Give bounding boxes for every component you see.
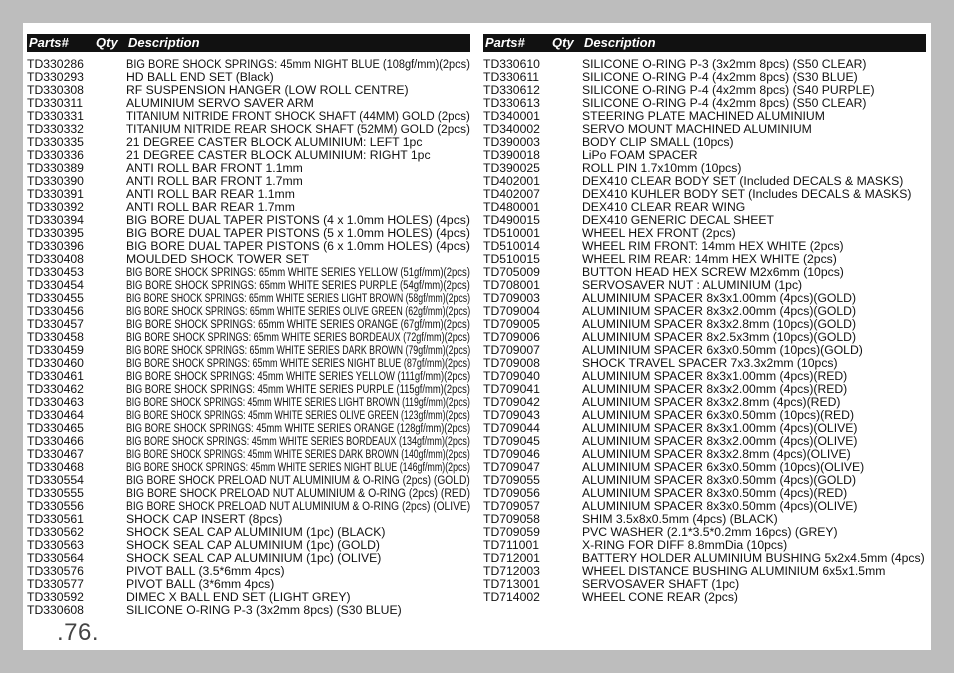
part-number: TD340001 (483, 109, 540, 123)
part-description: SHOCK CAP INSERT (8pcs) (126, 512, 283, 526)
part-number: TD709003 (483, 291, 540, 305)
part-description: SILICONE O-RING P-3 (3x2mm 8pcs) (S30 BLUE) (126, 603, 402, 617)
part-number: TD510014 (483, 239, 540, 253)
part-description: SHOCK SEAL CAP ALUMINIUM (1pc) (GOLD) (126, 538, 380, 552)
part-number: TD330465 (27, 421, 84, 435)
header-description: Description (584, 35, 656, 50)
part-number: TD402001 (483, 174, 540, 188)
part-description: SILICONE O-RING P-4 (4x2mm 8pcs) (S50 CLEAR) (582, 96, 867, 110)
part-description: ALUMINIUM SPACER 8x3x2.00mm (4pcs)(RED) (582, 382, 848, 396)
part-number: TD330556 (27, 499, 84, 513)
part-number: TD330466 (27, 434, 84, 448)
page-number: .76. (57, 619, 100, 646)
part-description: BIG BORE SHOCK SPRINGS: 45mm WHITE SERIES YELLOW (111gf/mm)(2pcs) (126, 369, 471, 383)
table-header (27, 34, 470, 52)
part-description: SERVOSAVER NUT : ALUMINIUM (1pc) (582, 278, 803, 292)
part-number: TD709008 (483, 356, 540, 370)
part-description: X-RING FOR DIFF 8.8mmDia (10pcs) (582, 538, 788, 552)
part-description: PIVOT BALL (3.5*6mm 4pcs) (126, 564, 285, 578)
part-number: TD709044 (483, 421, 540, 435)
part-description: LiPo FOAM SPACER (582, 148, 698, 162)
part-number: TD330455 (27, 291, 84, 305)
part-description: BIG BORE SHOCK SPRINGS: 65mm WHITE SERIES DARK BROWN (79gf/mm)(2pcs) (126, 343, 471, 357)
part-number: TD709006 (483, 330, 540, 344)
part-number: TD330459 (27, 343, 84, 357)
part-description: BIG BORE SHOCK PRELOAD NUT ALUMINIUM & O-RING (2pcs) (OLIVE) (126, 499, 471, 513)
part-number: TD390018 (483, 148, 540, 162)
part-description: ALUMINIUM SPACER 8x3x1.00mm (4pcs)(OLIVE) (582, 421, 858, 435)
part-number: TD330462 (27, 382, 84, 396)
part-description: ALUMINIUM SPACER 8x3x2.8mm (4pcs)(RED) (582, 395, 841, 409)
header-qty: Qty (552, 35, 574, 50)
part-description: BIG BORE SHOCK SPRINGS: 65mm WHITE SERIES ORANGE (67gf/mm)(2pcs) (126, 317, 470, 331)
part-description: ALUMINIUM SPACER 8x3x2.00mm (4pcs)(GOLD) (582, 304, 857, 318)
part-description: BATTERY HOLDER ALUMINIUM BUSHING 5x2x4.5mm (4pcs) (582, 551, 925, 565)
part-description: ANTI ROLL BAR FRONT 1.7mm (126, 174, 303, 188)
part-number: TD330392 (27, 200, 84, 214)
part-number: TD330458 (27, 330, 84, 344)
part-description: ALUMINIUM SPACER 8x3x2.8mm (10pcs)(GOLD) (582, 317, 857, 331)
part-description: ANTI ROLL BAR FRONT 1.1mm (126, 161, 303, 175)
part-description: TITANIUM NITRIDE REAR SHOCK SHAFT (52MM) GOLD (2pcs) (126, 122, 470, 136)
part-number: TD709045 (483, 434, 540, 448)
part-description: DEX410 CLEAR BODY SET (Included DECALS & MASKS) (582, 174, 904, 188)
part-number: TD330331 (27, 109, 84, 123)
part-number: TD510015 (483, 252, 540, 266)
part-number: TD709047 (483, 460, 540, 474)
part-number: TD330611 (483, 70, 540, 84)
part-description: BIG BORE SHOCK SPRINGS: 45mm WHITE SERIES DARK BROWN (140gf/mm)(2pcs) (126, 447, 470, 461)
part-description: BIG BORE DUAL TAPER PISTONS (4 x 1.0mm HOLES) (4pcs) (126, 213, 470, 227)
part-description: SHOCK TRAVEL SPACER 7x3.3x2mm (10pcs) (582, 356, 838, 370)
part-number: TD709004 (483, 304, 540, 318)
part-description: ANTI ROLL BAR REAR 1.7mm (126, 200, 295, 214)
part-number: TD402007 (483, 187, 540, 201)
parts-column-left (27, 34, 470, 617)
part-number: TD510001 (483, 226, 540, 240)
part-description: BIG BORE SHOCK PRELOAD NUT ALUMINIUM & O-RING (2pcs) (GOLD) (126, 473, 470, 487)
part-number: TD330562 (27, 525, 84, 539)
part-number: TD713001 (483, 577, 540, 591)
part-description: ALUMINIUM SPACER 8x3x1.00mm (4pcs)(GOLD) (582, 291, 857, 305)
part-number: TD709055 (483, 473, 540, 487)
part-number: TD330389 (27, 161, 84, 175)
part-number: TD708001 (483, 278, 540, 292)
part-number: TD709059 (483, 525, 540, 539)
part-number: TD330308 (27, 83, 84, 97)
part-description: BIG BORE SHOCK SPRINGS: 45mm WHITE SERIES NIGHT BLUE (146gf/mm)(2pcs) (126, 460, 470, 474)
part-number: TD330464 (27, 408, 84, 422)
part-description: MOULDED SHOCK TOWER SET (126, 252, 310, 266)
part-description: BIG BORE SHOCK PRELOAD NUT ALUMINIUM & O-RING (2pcs) (RED) (126, 486, 470, 500)
part-number: TD390003 (483, 135, 540, 149)
part-number: TD714002 (483, 590, 540, 604)
part-description: SHOCK SEAL CAP ALUMINIUM (1pc) (OLIVE) (126, 551, 382, 565)
part-description: BIG BORE SHOCK SPRINGS: 65mm WHITE SERIES NIGHT BLUE (87gf/mm)(2pcs) (126, 356, 471, 370)
part-number: TD709058 (483, 512, 540, 526)
header-qty: Qty (96, 35, 118, 50)
part-description: HD BALL END SET (Black) (126, 70, 274, 84)
part-description: ALUMINIUM SPACER 8x3x1.00mm (4pcs)(RED) (582, 369, 848, 383)
part-description: WHEEL DISTANCE BUSHING ALUMINIUM 6x5x1.5mm (582, 564, 886, 578)
part-description: WHEEL CONE REAR (2pcs) (582, 590, 738, 604)
part-description: SERVOSAVER SHAFT (1pc) (582, 577, 740, 591)
part-number: TD330286 (27, 57, 84, 71)
part-description: 21 DEGREE CASTER BLOCK ALUMINIUM: LEFT 1pc (126, 135, 423, 149)
part-number: TD330554 (27, 473, 84, 487)
part-description: ALUMINIUM SPACER 6x3x0.50mm (10pcs)(GOLD) (582, 343, 863, 357)
part-number: TD330395 (27, 226, 84, 240)
part-description: SILICONE O-RING P-3 (3x2mm 8pcs) (S50 CLEAR) (582, 57, 867, 71)
part-number: TD330390 (27, 174, 84, 188)
part-description: ALUMINIUM SPACER 8x3x2.8mm (4pcs)(OLIVE) (582, 447, 851, 461)
part-description: BIG BORE DUAL TAPER PISTONS (6 x 1.0mm HOLES) (4pcs) (126, 239, 470, 253)
part-number: TD390025 (483, 161, 540, 175)
part-description: ALUMINIUM SPACER 8x3x2.00mm (4pcs)(OLIVE) (582, 434, 858, 448)
part-number: TD330311 (27, 96, 84, 110)
part-number: TD330468 (27, 460, 84, 474)
part-description: BIG BORE SHOCK SPRINGS: 45mm WHITE SERIES BORDEAUX (134gf/mm)(2pcs) (126, 434, 470, 448)
part-number: TD330564 (27, 551, 84, 565)
table-row (483, 136, 926, 149)
part-description: DEX410 CLEAR REAR WING (582, 200, 746, 214)
header-parts: Parts# (485, 35, 525, 50)
part-number: TD330460 (27, 356, 84, 370)
part-number: TD330457 (27, 317, 84, 331)
part-number: TD330391 (27, 187, 84, 201)
part-description: ALUMINIUM SERVO SAVER ARM (126, 96, 314, 110)
part-number: TD340002 (483, 122, 540, 136)
part-number: TD709005 (483, 317, 540, 331)
parts-column-right (483, 34, 926, 604)
part-number: TD330394 (27, 213, 84, 227)
part-description: BIG BORE SHOCK SPRINGS: 65mm WHITE SERIES PURPLE (54gf/mm)(2pcs) (126, 278, 470, 292)
part-number: TD330592 (27, 590, 84, 604)
part-number: TD330576 (27, 564, 84, 578)
part-number: TD709046 (483, 447, 540, 461)
part-description: ALUMINIUM SPACER 6x3x0.50mm (10pcs)(OLIVE) (582, 460, 865, 474)
part-description: WHEEL RIM REAR: 14mm HEX WHITE (2pcs) (582, 252, 837, 266)
part-number: TD709057 (483, 499, 540, 513)
part-description: SERVO MOUNT MACHINED ALUMINIUM (582, 122, 812, 136)
part-description: BIG BORE SHOCK SPRINGS: 65mm WHITE SERIES OLIVE GREEN (62gf/mm)(2pcs) (126, 304, 471, 318)
part-description: BIG BORE SHOCK SPRINGS: 45mm WHITE SERIES PURPLE (115gf/mm)(2pcs) (126, 382, 470, 396)
part-number: TD330454 (27, 278, 84, 292)
part-description: BIG BORE SHOCK SPRINGS: 65mm WHITE SERIES BORDEAUX (72gf/mm)(2pcs) (126, 330, 470, 344)
part-description: DIMEC X BALL END SET (LIGHT GREY) (126, 590, 351, 604)
parts-list (27, 58, 470, 617)
part-description: ALUMINIUM SPACER 8x3x0.50mm (4pcs)(OLIVE) (582, 499, 858, 513)
part-number: TD330610 (483, 57, 540, 71)
part-number: TD330612 (483, 83, 540, 97)
part-number: TD490015 (483, 213, 540, 227)
part-number: TD330608 (27, 603, 84, 617)
part-number: TD705009 (483, 265, 540, 279)
part-number: TD330461 (27, 369, 84, 383)
part-number: TD709043 (483, 408, 540, 422)
part-number: TD330293 (27, 70, 84, 84)
part-description: ANTI ROLL BAR REAR 1.1mm (126, 187, 295, 201)
part-description: ALUMINIUM SPACER 8x3x0.50mm (4pcs)(RED) (582, 486, 848, 500)
parts-list (483, 58, 926, 604)
part-number: TD709042 (483, 395, 540, 409)
part-description: ALUMINIUM SPACER 8x3x0.50mm (4pcs)(GOLD) (582, 473, 857, 487)
part-number: TD330456 (27, 304, 84, 318)
header-parts: Parts# (29, 35, 69, 50)
part-description: PIVOT BALL (3*6mm 4pcs) (126, 577, 275, 591)
part-number: TD480001 (483, 200, 540, 214)
part-description: DEX410 KUHLER BODY SET (Includes DECALS & MASKS) (582, 187, 912, 201)
header-description: Description (128, 35, 200, 50)
part-number: TD712003 (483, 564, 540, 578)
part-number: TD709056 (483, 486, 540, 500)
part-number: TD330453 (27, 265, 84, 279)
part-number: TD330396 (27, 239, 84, 253)
part-description: BIG BORE SHOCK SPRINGS: 45mm WHITE SERIES OLIVE GREEN (123gf/mm)(2pcs) (126, 408, 470, 422)
part-description: RF SUSPENSION HANGER (LOW ROLL CENTRE) (126, 83, 409, 97)
table-row (27, 604, 470, 617)
part-number: TD709007 (483, 343, 540, 357)
part-number: TD330408 (27, 252, 84, 266)
part-description: BIG BORE DUAL TAPER PISTONS (5 x 1.0mm HOLES) (4pcs) (126, 226, 470, 240)
part-description: BIG BORE SHOCK SPRINGS: 45mm WHITE SERIES ORANGE (128gf/mm)(2pcs) (126, 421, 471, 435)
part-description: ROLL PIN 1.7x10mm (10pcs) (582, 161, 742, 175)
part-description: SHOCK SEAL CAP ALUMINIUM (1pc) (BLACK) (126, 525, 386, 539)
part-number: TD709041 (483, 382, 540, 396)
part-description: BIG BORE SHOCK SPRINGS: 65mm WHITE SERIES YELLOW (51gf/mm)(2pcs) (126, 265, 470, 279)
part-number: TD330577 (27, 577, 84, 591)
part-description: DEX410 GENERIC DECAL SHEET (582, 213, 774, 227)
catalog-page (23, 23, 931, 650)
part-description: BODY CLIP SMALL (10pcs) (582, 135, 734, 149)
part-description: ALUMINIUM SPACER 6x3x0.50mm (10pcs)(RED) (582, 408, 855, 422)
part-description: SILICONE O-RING P-4 (4x2mm 8pcs) (S30 BLUE) (582, 70, 858, 84)
part-description: BIG BORE SHOCK SPRINGS: 45mm WHITE SERIES LIGHT BROWN (119gf/mm)(2pcs) (126, 395, 470, 409)
part-description: BIG BORE SHOCK SPRINGS: 45mm NIGHT BLUE (108gf/mm)(2pcs) (126, 57, 470, 71)
part-number: TD711001 (483, 538, 540, 552)
part-description: TITANIUM NITRIDE FRONT SHOCK SHAFT (44MM) GOLD (2pcs) (126, 109, 470, 123)
table-header (483, 34, 926, 52)
part-number: TD330563 (27, 538, 84, 552)
part-description: PVC WASHER (2.1*3.5*0.2mm 16pcs) (GREY) (582, 525, 838, 539)
part-number: TD330555 (27, 486, 84, 500)
part-number: TD330561 (27, 512, 84, 526)
part-description: WHEEL RIM FRONT: 14mm HEX WHITE (2pcs) (582, 239, 844, 253)
part-number: TD712001 (483, 551, 540, 565)
part-description: ALUMINIUM SPACER 8x2.5x3mm (10pcs)(GOLD) (582, 330, 857, 344)
part-description: BUTTON HEAD HEX SCREW M2x6mm (10pcs) (582, 265, 844, 279)
part-number: TD330332 (27, 122, 84, 136)
part-description: SHIM 3.5x8x0.5mm (4pcs) (BLACK) (582, 512, 778, 526)
part-description: 21 DEGREE CASTER BLOCK ALUMINIUM: RIGHT 1pc (126, 148, 431, 162)
table-row (483, 591, 926, 604)
part-description: BIG BORE SHOCK SPRINGS: 65mm WHITE SERIES LIGHT BROWN (58gf/mm)(2pcs) (126, 291, 471, 305)
part-number: TD330613 (483, 96, 540, 110)
part-number: TD330463 (27, 395, 84, 409)
part-number: TD330335 (27, 135, 84, 149)
part-description: SILICONE O-RING P-4 (4x2mm 8pcs) (S40 PURPLE) (582, 83, 875, 97)
part-number: TD330467 (27, 447, 84, 461)
part-number: TD709040 (483, 369, 540, 383)
part-description: WHEEL HEX FRONT (2pcs) (582, 226, 736, 240)
part-number: TD330336 (27, 148, 84, 162)
part-description: STEERING PLATE MACHINED ALUMINIUM (582, 109, 825, 123)
